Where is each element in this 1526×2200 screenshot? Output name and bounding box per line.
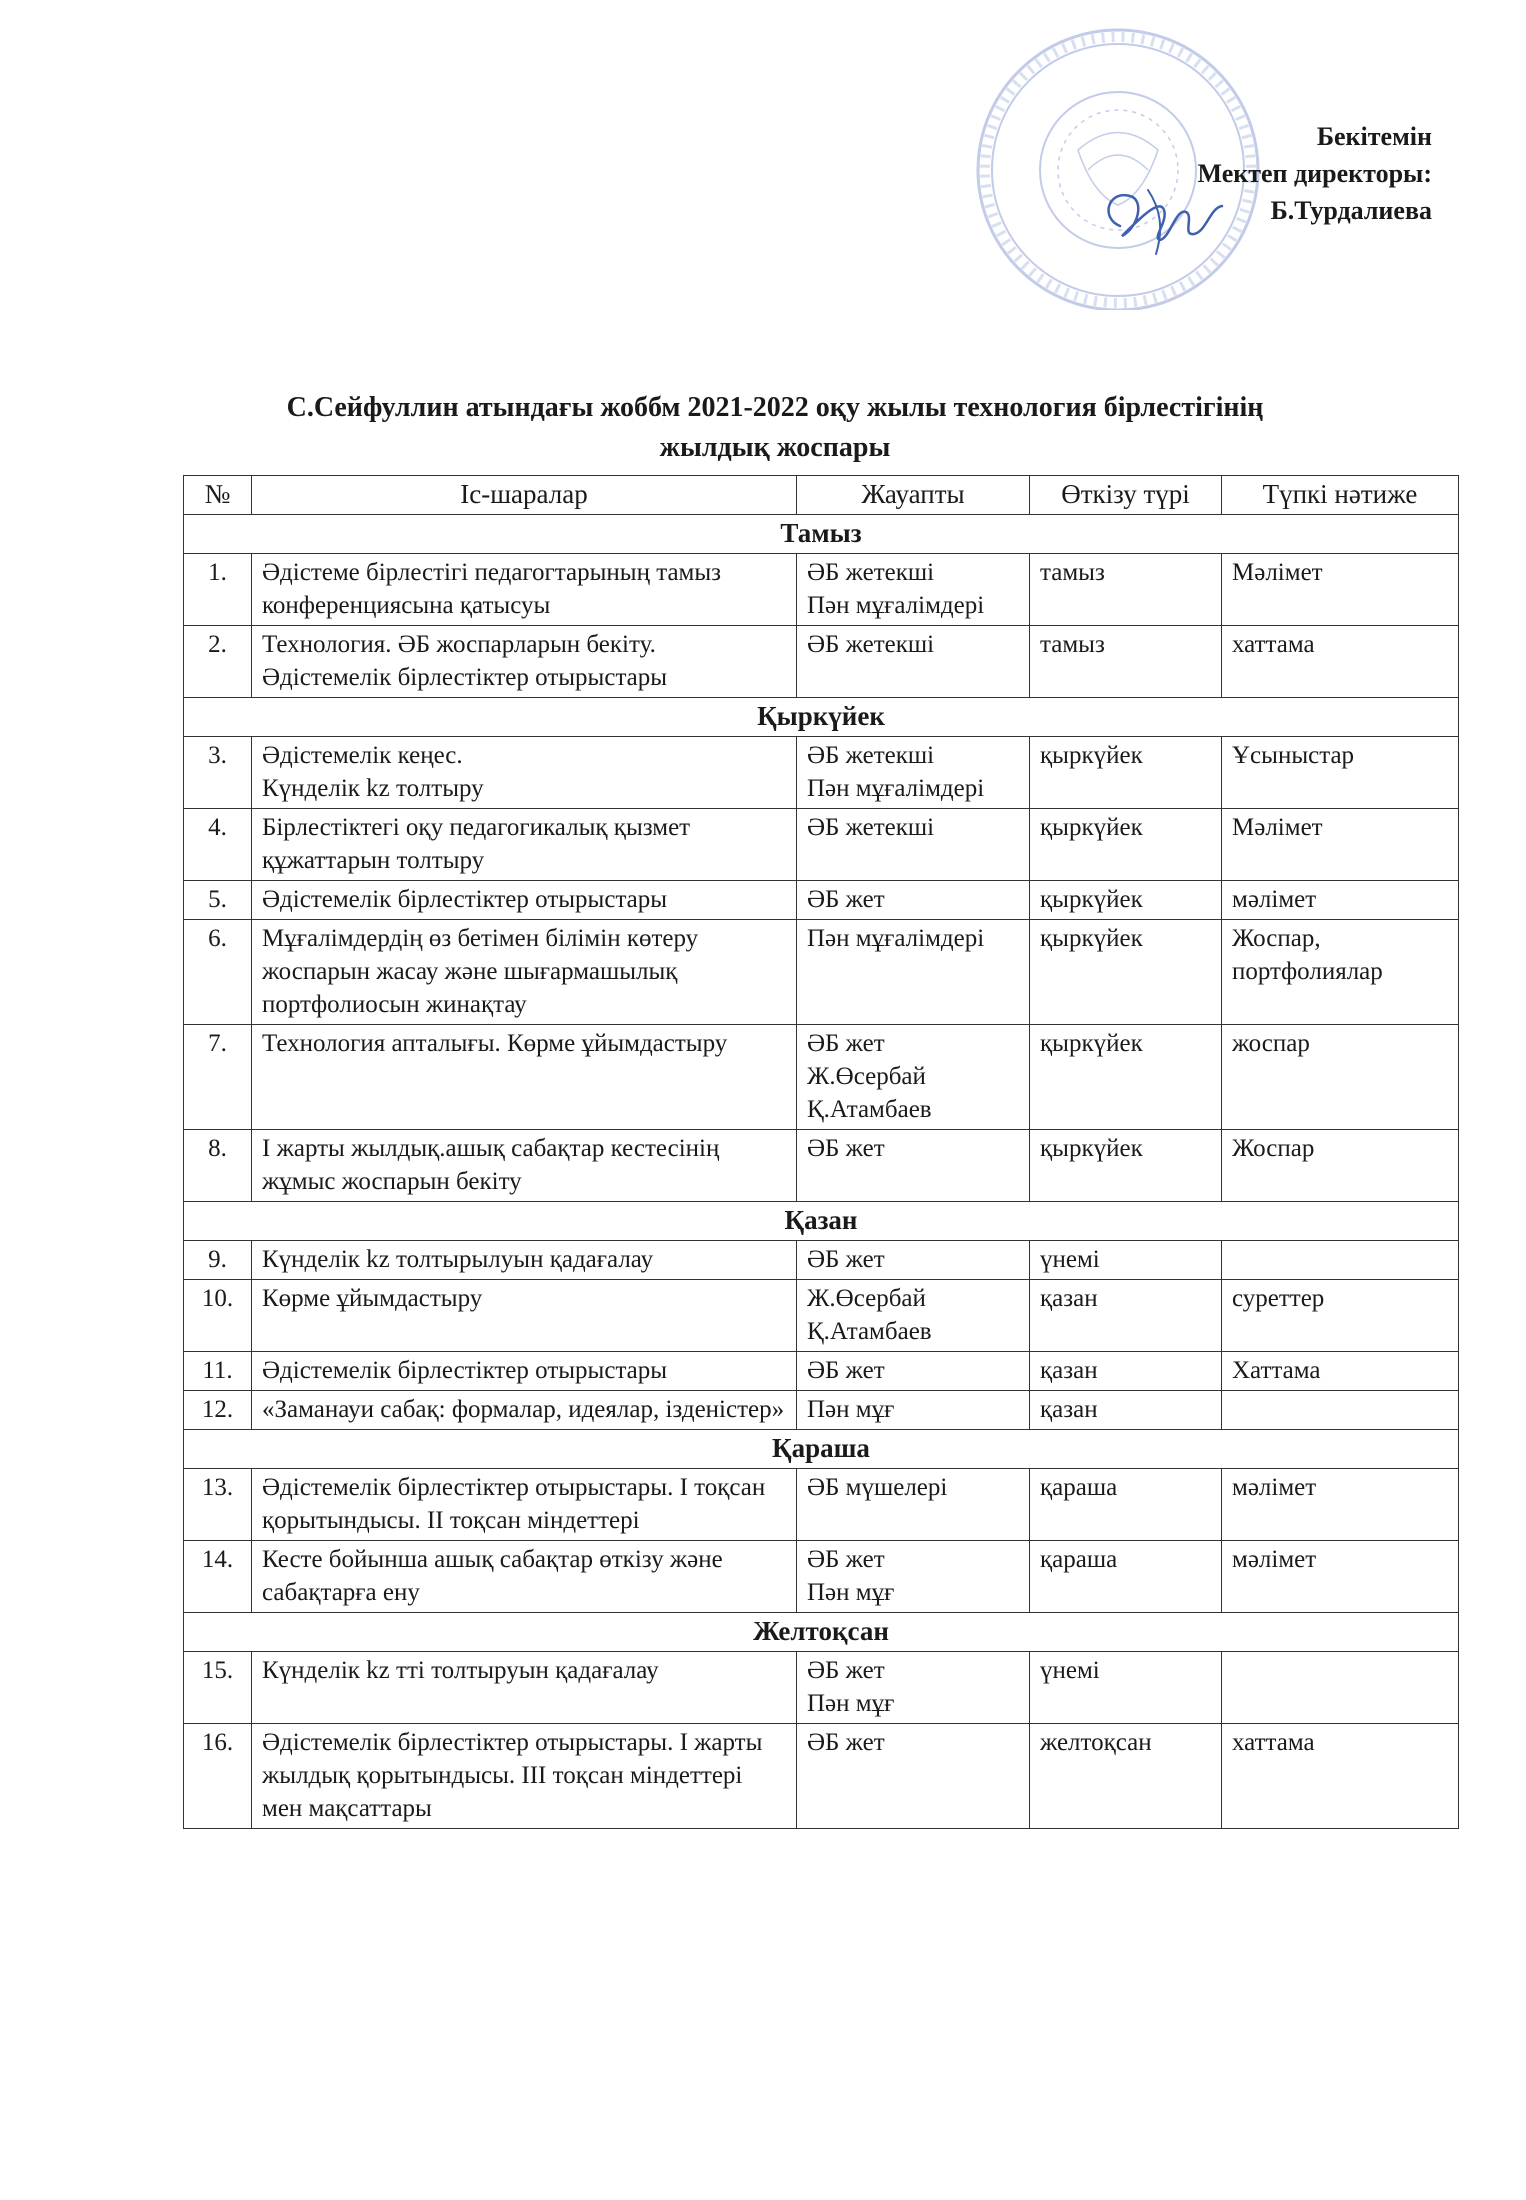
responsible-person: Пән мұғалімдері bbox=[807, 925, 985, 952]
table-row bbox=[184, 809, 1459, 881]
cell-activity: Кесте бойынша ашық сабақтар өткізу және сабақтарға ену bbox=[252, 1541, 797, 1613]
cell-timing: желтоқсан bbox=[1030, 1724, 1222, 1829]
cell-activity: Әдістемелік бірлестіктер отырыстары bbox=[252, 1352, 797, 1391]
cell-result: мәлімет bbox=[1222, 881, 1459, 920]
cell-activity: Әдістемелік бірлестіктер отырыстары. І тоқсан қорытындысы. ІІ тоқсан міндеттері bbox=[252, 1469, 797, 1541]
approval-block bbox=[1198, 118, 1432, 229]
cell-number: 6. bbox=[184, 920, 252, 1025]
header-activities: Іс-шаралар bbox=[252, 476, 797, 515]
cell-number: 12. bbox=[184, 1391, 252, 1430]
cell-activity: Әдістемелік бірлестіктер отырыстары. І жарты жылдық қорытындысы. ІІІ тоқсан міндеттері мен мақсаттары bbox=[252, 1724, 797, 1829]
responsible-person: ӘБ жет bbox=[807, 1246, 885, 1273]
cell-number: 5. bbox=[184, 881, 252, 920]
month-row bbox=[184, 515, 1459, 554]
cell-result bbox=[1222, 1391, 1459, 1430]
cell-timing: қыркүйек bbox=[1030, 881, 1222, 920]
responsible-person: Ж.Өсербай bbox=[807, 1063, 926, 1090]
header-timing: Өткізу түрі bbox=[1030, 476, 1222, 515]
responsible-person: ӘБ жет bbox=[807, 886, 885, 913]
cell-activity: Күнделік kz толтырылуын қадағалау bbox=[252, 1241, 797, 1280]
responsible-person: ӘБ жет bbox=[807, 1030, 885, 1057]
cell-number: 15. bbox=[184, 1652, 252, 1724]
cell-responsible bbox=[797, 1280, 1030, 1352]
cell-number: 3. bbox=[184, 737, 252, 809]
cell-responsible bbox=[797, 1130, 1030, 1202]
cell-responsible bbox=[797, 920, 1030, 1025]
cell-responsible bbox=[797, 881, 1030, 920]
responsible-person: ӘБ мүшелері bbox=[807, 1474, 948, 1501]
table-row bbox=[184, 1724, 1459, 1829]
month-label: Қыркүйек bbox=[184, 698, 1459, 737]
responsible-person: Пән мұғалімдері bbox=[807, 775, 985, 802]
responsible-person: ӘБ жетекші bbox=[807, 631, 935, 658]
table-row bbox=[184, 554, 1459, 626]
cell-number: 8. bbox=[184, 1130, 252, 1202]
cell-activity: Көрме ұйымдастыру bbox=[252, 1280, 797, 1352]
table-body bbox=[184, 515, 1459, 1829]
cell-timing: қазан bbox=[1030, 1352, 1222, 1391]
responsible-person: ӘБ жетекші bbox=[807, 814, 935, 841]
cell-result: Мәлімет bbox=[1222, 554, 1459, 626]
cell-number: 16. bbox=[184, 1724, 252, 1829]
cell-timing: тамыз bbox=[1030, 626, 1222, 698]
cell-responsible bbox=[797, 1241, 1030, 1280]
cell-result: жоспар bbox=[1222, 1025, 1459, 1130]
cell-result bbox=[1222, 1652, 1459, 1724]
cell-number: 4. bbox=[184, 809, 252, 881]
cell-activity: «Заманауи сабақ: формалар, идеялар, ізденістер» bbox=[252, 1391, 797, 1430]
cell-number: 13. bbox=[184, 1469, 252, 1541]
cell-activity: Технология. ӘБ жоспарларын бекіту. Әдістемелік бірлестіктер отырыстары bbox=[252, 626, 797, 698]
cell-responsible bbox=[797, 1469, 1030, 1541]
cell-timing: қыркүйек bbox=[1030, 1130, 1222, 1202]
responsible-person: Ж.Өсербай bbox=[807, 1285, 926, 1312]
cell-result: мәлімет bbox=[1222, 1469, 1459, 1541]
cell-timing: қыркүйек bbox=[1030, 920, 1222, 1025]
cell-number: 10. bbox=[184, 1280, 252, 1352]
cell-activity: Технология апталығы. Көрме ұйымдастыру bbox=[252, 1025, 797, 1130]
cell-result: Жоспар bbox=[1222, 1130, 1459, 1202]
cell-responsible bbox=[797, 737, 1030, 809]
cell-activity: Мұғалімдердің өз бетімен білімін көтеру жоспарын жасау және шығармашылық портфолиосын жинақтау bbox=[252, 920, 797, 1025]
table-row bbox=[184, 1241, 1459, 1280]
cell-number: 1. bbox=[184, 554, 252, 626]
cell-timing: тамыз bbox=[1030, 554, 1222, 626]
responsible-person: Пән мұғалімдері bbox=[807, 592, 985, 619]
cell-timing: қазан bbox=[1030, 1280, 1222, 1352]
responsible-person: ӘБ жетекші bbox=[807, 559, 935, 586]
cell-result: хаттама bbox=[1222, 1724, 1459, 1829]
approval-director-name: Б.Турдалиева bbox=[1270, 196, 1432, 225]
cell-responsible bbox=[797, 1025, 1030, 1130]
table-row bbox=[184, 881, 1459, 920]
cell-result: Мәлімет bbox=[1222, 809, 1459, 881]
cell-timing: қараша bbox=[1030, 1541, 1222, 1613]
cell-result: Хаттама bbox=[1222, 1352, 1459, 1391]
cell-result: суреттер bbox=[1222, 1280, 1459, 1352]
cell-responsible bbox=[797, 1391, 1030, 1430]
responsible-person: Пән мұғ bbox=[807, 1579, 895, 1606]
cell-result: хаттама bbox=[1222, 626, 1459, 698]
header-number: № bbox=[184, 476, 252, 515]
month-row bbox=[184, 1430, 1459, 1469]
cell-number: 7. bbox=[184, 1025, 252, 1130]
cell-responsible bbox=[797, 554, 1030, 626]
cell-activity: І жарты жылдық.ашық сабақтар кестесінің жұмыс жоспарын бекіту bbox=[252, 1130, 797, 1202]
month-label: Желтоқсан bbox=[184, 1613, 1459, 1652]
cell-responsible bbox=[797, 1541, 1030, 1613]
cell-responsible bbox=[797, 1724, 1030, 1829]
responsible-person: ӘБ жетекші bbox=[807, 742, 935, 769]
annual-plan-table bbox=[183, 475, 1459, 1829]
month-row bbox=[184, 698, 1459, 737]
table-row bbox=[184, 1352, 1459, 1391]
cell-timing: қазан bbox=[1030, 1391, 1222, 1430]
responsible-person: Қ.Атамбаев bbox=[807, 1096, 932, 1123]
cell-timing: қараша bbox=[1030, 1469, 1222, 1541]
month-label: Қараша bbox=[184, 1430, 1459, 1469]
cell-timing: қыркүйек bbox=[1030, 1025, 1222, 1130]
table-row bbox=[184, 1469, 1459, 1541]
month-label: Тамыз bbox=[184, 515, 1459, 554]
cell-timing: үнемі bbox=[1030, 1241, 1222, 1280]
header-result: Түпкі нәтиже bbox=[1222, 476, 1459, 515]
cell-responsible bbox=[797, 1352, 1030, 1391]
cell-result bbox=[1222, 1241, 1459, 1280]
table-row bbox=[184, 1391, 1459, 1430]
cell-activity: Күнделік kz тті толтыруын қадағалау bbox=[252, 1652, 797, 1724]
document-title bbox=[180, 388, 1370, 468]
table-row bbox=[184, 1280, 1459, 1352]
responsible-person: Пән мұғ bbox=[807, 1690, 895, 1717]
responsible-person: Қ.Атамбаев bbox=[807, 1318, 932, 1345]
table-row bbox=[184, 737, 1459, 809]
cell-number: 9. bbox=[184, 1241, 252, 1280]
cell-result: Ұсыныстар bbox=[1222, 737, 1459, 809]
table-row bbox=[184, 1652, 1459, 1724]
cell-result: мәлімет bbox=[1222, 1541, 1459, 1613]
responsible-person: ӘБ жет bbox=[807, 1357, 885, 1384]
cell-number: 2. bbox=[184, 626, 252, 698]
header-responsible: Жауапты bbox=[797, 476, 1030, 515]
table-header-row bbox=[184, 476, 1459, 515]
cell-timing: үнемі bbox=[1030, 1652, 1222, 1724]
table-row bbox=[184, 1025, 1459, 1130]
cell-timing: қыркүйек bbox=[1030, 737, 1222, 809]
responsible-person: ӘБ жет bbox=[807, 1546, 885, 1573]
cell-result: Жоспар, портфолиялар bbox=[1222, 920, 1459, 1025]
title-line-1: С.Сейфуллин атындағы жоббм 2021-2022 оқу жылы технология бірлестігінің bbox=[286, 392, 1264, 423]
cell-responsible bbox=[797, 1652, 1030, 1724]
title-line-2: жылдық жоспары bbox=[659, 432, 891, 463]
cell-activity: Әдістемелік кеңес. Күнделік kz толтыру bbox=[252, 737, 797, 809]
cell-activity: Әдістеме бірлестігі педагогтарының тамыз конференциясына қатысуы bbox=[252, 554, 797, 626]
table-row bbox=[184, 920, 1459, 1025]
cell-number: 14. bbox=[184, 1541, 252, 1613]
table-row bbox=[184, 1541, 1459, 1613]
approval-position: Мектеп директоры: bbox=[1197, 159, 1432, 188]
responsible-person: Пән мұғ bbox=[807, 1396, 895, 1423]
responsible-person: ӘБ жет bbox=[807, 1657, 885, 1684]
responsible-person: ӘБ жет bbox=[807, 1729, 885, 1756]
cell-activity: Бірлестіктегі оқу педагогикалық қызмет құжаттарын толтыру bbox=[252, 809, 797, 881]
cell-responsible bbox=[797, 626, 1030, 698]
month-row bbox=[184, 1613, 1459, 1652]
cell-responsible bbox=[797, 809, 1030, 881]
cell-number: 11. bbox=[184, 1352, 252, 1391]
table-row bbox=[184, 1130, 1459, 1202]
cell-timing: қыркүйек bbox=[1030, 809, 1222, 881]
approval-heading: Бекітемін bbox=[1316, 122, 1432, 151]
month-row bbox=[184, 1202, 1459, 1241]
responsible-person: ӘБ жет bbox=[807, 1135, 885, 1162]
month-label: Қазан bbox=[184, 1202, 1459, 1241]
cell-activity: Әдістемелік бірлестіктер отырыстары bbox=[252, 881, 797, 920]
table-row bbox=[184, 626, 1459, 698]
